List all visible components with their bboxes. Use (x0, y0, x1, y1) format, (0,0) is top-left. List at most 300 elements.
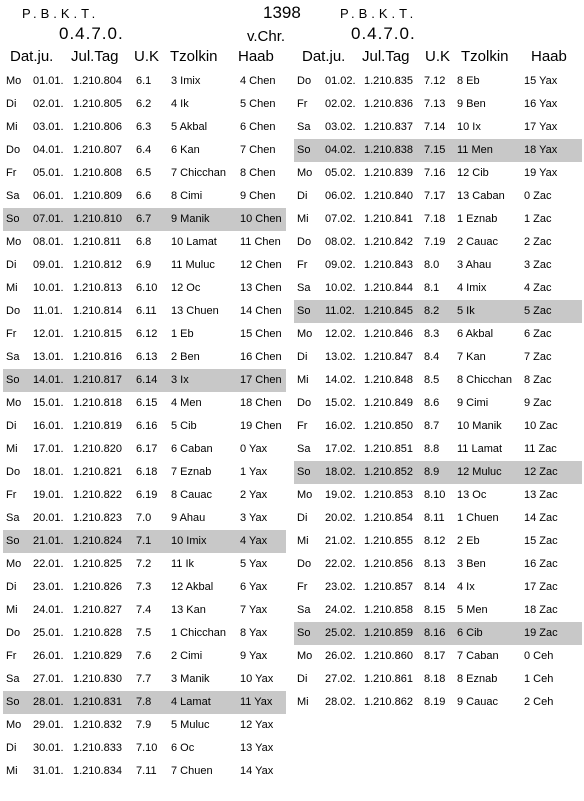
cell-tzolkin: 13 Chuen (171, 305, 219, 317)
table-row (294, 254, 582, 277)
cell-julian-day: 1.210.831 (73, 696, 122, 708)
cell-haab: 5 Zac (524, 305, 552, 317)
cell-tzolkin: 5 Men (457, 604, 488, 616)
cell-haab: 5 Chen (240, 98, 276, 110)
table-row (3, 116, 286, 139)
cell-weekday: Sa (6, 673, 20, 685)
cell-tzolkin: 3 Ix (171, 374, 189, 386)
cell-julian-day: 1.210.824 (73, 535, 122, 547)
cell-date: 30.01. (33, 742, 64, 754)
cell-julian-day: 1.210.842 (364, 236, 413, 248)
table-row (3, 760, 286, 783)
cell-uk: 8.10 (424, 489, 446, 501)
table-row (3, 70, 286, 93)
cell-weekday: So (297, 627, 311, 639)
cell-date: 24.01. (33, 604, 64, 616)
cell-date: 20.01. (33, 512, 64, 524)
cell-haab: 2 Zac (524, 236, 552, 248)
cell-tzolkin: 11 Muluc (171, 259, 215, 271)
cell-haab: 12 Yax (240, 719, 274, 731)
cell-date: 06.02. (325, 190, 356, 202)
cell-weekday: Di (6, 259, 17, 271)
cell-haab: 13 Chen (240, 282, 282, 294)
col-header-julian-day-2: Jul.Tag (362, 48, 410, 65)
cell-date: 25.01. (33, 627, 64, 639)
cell-date: 28.02. (325, 696, 356, 708)
cell-julian-day: 1.210.806 (73, 121, 122, 133)
table-row (294, 139, 582, 162)
cell-weekday: Do (6, 627, 21, 639)
cell-tzolkin: 12 Muluc (457, 466, 502, 478)
cell-julian-day: 1.210.825 (73, 558, 122, 570)
cell-uk: 6.11 (136, 305, 157, 317)
cell-weekday: Sa (6, 351, 20, 363)
table-row (294, 668, 582, 691)
cell-uk: 6.1 (136, 75, 152, 87)
january-table (3, 70, 286, 783)
cell-julian-day: 1.210.837 (364, 121, 413, 133)
table-row (3, 208, 286, 231)
cell-tzolkin: 7 Kan (457, 351, 486, 363)
table-row (3, 254, 286, 277)
table-row (3, 691, 286, 714)
cell-tzolkin: 11 Lamat (457, 443, 503, 455)
table-row (3, 139, 286, 162)
cell-tzolkin: 5 Ik (457, 305, 475, 317)
cell-julian-day: 1.210.807 (73, 144, 122, 156)
cell-date: 02.01. (33, 98, 64, 110)
cell-julian-day: 1.210.838 (364, 144, 413, 156)
cell-uk: 8.11 (424, 512, 445, 524)
cell-date: 08.02. (325, 236, 356, 248)
cell-haab: 9 Zac (524, 397, 552, 409)
col-header-haab: Haab (238, 48, 274, 65)
cell-tzolkin: 1 Chuen (457, 512, 499, 524)
cell-date: 10.01. (33, 282, 64, 294)
col-header-tzolkin: Tzolkin (170, 48, 218, 65)
cell-haab: 15 Chen (240, 328, 282, 340)
cell-tzolkin: 9 Cauac (457, 696, 498, 708)
cell-julian-day: 1.210.829 (73, 650, 122, 662)
cell-uk: 6.12 (136, 328, 158, 340)
cell-date: 12.01. (33, 328, 64, 340)
cell-uk: 8.4 (424, 351, 440, 363)
cell-julian-day: 1.210.809 (73, 190, 122, 202)
cell-date: 03.02. (325, 121, 356, 133)
cell-haab: 11 Chen (240, 236, 281, 248)
cell-haab: 4 Zac (524, 282, 552, 294)
table-row (3, 392, 286, 415)
table-row (3, 162, 286, 185)
cell-uk: 7.9 (136, 719, 152, 731)
cell-julian-day: 1.210.857 (364, 581, 413, 593)
cell-uk: 6.3 (136, 121, 152, 133)
table-row (294, 530, 582, 553)
cell-date: 18.01. (33, 466, 64, 478)
cell-weekday: Do (6, 144, 21, 156)
cell-haab: 17 Yax (524, 121, 558, 133)
cell-weekday: Fr (6, 489, 17, 501)
table-row (294, 346, 582, 369)
cell-julian-day: 1.210.844 (364, 282, 413, 294)
table-row (3, 369, 286, 392)
cell-julian-day: 1.210.805 (73, 98, 122, 110)
cell-haab: 7 Chen (240, 144, 276, 156)
cell-julian-day: 1.210.855 (364, 535, 413, 547)
table-row (3, 438, 286, 461)
cell-uk: 7.14 (424, 121, 446, 133)
cell-date: 27.01. (33, 673, 64, 685)
table-row (294, 461, 582, 484)
cell-haab: 18 Chen (240, 397, 282, 409)
cell-date: 22.01. (33, 558, 64, 570)
cell-haab: 0 Zac (524, 190, 552, 202)
cell-uk: 6.8 (136, 236, 152, 248)
cell-tzolkin: 12 Oc (171, 282, 201, 294)
cell-haab: 16 Yax (524, 98, 558, 110)
cell-date: 22.02. (325, 558, 356, 570)
cell-haab: 7 Zac (524, 351, 552, 363)
cell-haab: 9 Yax (240, 650, 268, 662)
cell-weekday: Fr (297, 98, 308, 110)
cell-julian-day: 1.210.858 (364, 604, 413, 616)
cell-weekday: Mo (6, 236, 22, 248)
cell-haab: 15 Yax (524, 75, 558, 87)
cell-haab: 17 Chen (240, 374, 282, 386)
cell-tzolkin: 13 Oc (457, 489, 487, 501)
cell-date: 19.01. (33, 489, 64, 501)
cell-tzolkin: 9 Ben (457, 98, 486, 110)
cell-tzolkin: 12 Akbal (171, 581, 214, 593)
cell-uk: 7.0 (136, 512, 152, 524)
cell-tzolkin: 3 Ahau (457, 259, 492, 271)
cell-weekday: Fr (6, 167, 17, 179)
cell-julian-day: 1.210.817 (73, 374, 122, 386)
cell-haab: 8 Chen (240, 167, 276, 179)
table-row (294, 93, 582, 116)
cell-date: 15.01. (33, 397, 64, 409)
cell-haab: 1 Ceh (524, 673, 554, 685)
cell-uk: 7.12 (424, 75, 446, 87)
cell-date: 11.02. (325, 305, 355, 317)
cell-julian-day: 1.210.813 (73, 282, 122, 294)
cell-date: 24.02. (325, 604, 356, 616)
cell-date: 03.01. (33, 121, 64, 133)
cell-julian-day: 1.210.821 (73, 466, 122, 478)
cell-uk: 6.10 (136, 282, 158, 294)
cell-uk: 6.7 (136, 213, 152, 225)
cell-weekday: Mi (297, 696, 309, 708)
table-row (294, 208, 582, 231)
cell-tzolkin: 8 Chicchan (457, 374, 513, 386)
cell-haab: 17 Zac (524, 581, 558, 593)
cell-haab: 6 Yax (240, 581, 268, 593)
cell-date: 17.02. (325, 443, 356, 455)
col-header-uk: U.K (134, 48, 160, 65)
cell-uk: 7.4 (136, 604, 152, 616)
cell-date: 23.01. (33, 581, 64, 593)
col-header-haab-2: Haab (531, 48, 567, 65)
cell-date: 11.01. (33, 305, 63, 317)
cell-date: 14.02. (325, 374, 356, 386)
cell-julian-day: 1.210.815 (73, 328, 122, 340)
cell-julian-day: 1.210.828 (73, 627, 122, 639)
cell-weekday: Mi (6, 443, 18, 455)
cell-weekday: Do (6, 305, 21, 317)
cell-uk: 8.3 (424, 328, 440, 340)
cell-weekday: Fr (297, 420, 308, 432)
cell-weekday: Di (6, 420, 17, 432)
cell-haab: 19 Chen (240, 420, 282, 432)
cell-date: 05.01. (33, 167, 64, 179)
cell-weekday: Mo (6, 719, 22, 731)
cell-tzolkin: 13 Caban (457, 190, 505, 202)
cell-julian-day: 1.210.840 (364, 190, 413, 202)
cell-haab: 2 Yax (240, 489, 268, 501)
cell-date: 07.02. (325, 213, 356, 225)
table-row (3, 484, 286, 507)
cell-weekday: Sa (6, 512, 20, 524)
cell-julian-day: 1.210.810 (73, 213, 122, 225)
cell-tzolkin: 6 Kan (171, 144, 200, 156)
cell-date: 13.02. (325, 351, 356, 363)
cell-tzolkin: 12 Cib (457, 167, 489, 179)
cell-uk: 8.12 (424, 535, 446, 547)
cell-tzolkin: 10 Imix (171, 535, 207, 547)
cell-date: 21.01. (33, 535, 64, 547)
cell-tzolkin: 7 Eznab (171, 466, 212, 478)
cell-uk: 6.9 (136, 259, 152, 271)
cell-uk: 7.10 (136, 742, 158, 754)
cell-weekday: Di (6, 581, 17, 593)
cell-julian-day: 1.210.811 (73, 236, 122, 248)
cell-julian-day: 1.210.823 (73, 512, 122, 524)
cell-haab: 16 Zac (524, 558, 558, 570)
table-row (3, 576, 286, 599)
table-row (3, 599, 286, 622)
cell-date: 07.01. (33, 213, 64, 225)
cell-date: 16.01. (33, 420, 64, 432)
cell-julian-day: 1.210.830 (73, 673, 122, 685)
year-title: 1398 (263, 3, 301, 22)
cell-haab: 0 Ceh (524, 650, 554, 662)
cell-julian-day: 1.210.826 (73, 581, 122, 593)
cell-tzolkin: 2 Cauac (457, 236, 498, 248)
cell-weekday: So (6, 696, 20, 708)
cell-tzolkin: 11 Ik (171, 558, 195, 570)
cell-weekday: Mi (297, 213, 309, 225)
cell-haab: 1 Yax (240, 466, 268, 478)
cell-uk: 8.18 (424, 673, 446, 685)
cell-tzolkin: 1 Eb (171, 328, 194, 340)
cell-date: 13.01. (33, 351, 64, 363)
cell-tzolkin: 3 Manik (171, 673, 210, 685)
table-row (294, 691, 582, 714)
cell-tzolkin: 4 Ik (171, 98, 189, 110)
cell-uk: 6.19 (136, 489, 158, 501)
cell-julian-day: 1.210.832 (73, 719, 122, 731)
cell-weekday: Sa (297, 443, 311, 455)
cell-julian-day: 1.210.814 (73, 305, 122, 317)
cell-haab: 12 Chen (240, 259, 282, 271)
cell-weekday: Di (6, 98, 17, 110)
cell-uk: 7.8 (136, 696, 152, 708)
cell-date: 28.01. (33, 696, 64, 708)
cell-uk: 7.18 (424, 213, 446, 225)
cell-weekday: Sa (297, 604, 311, 616)
table-row (294, 415, 582, 438)
table-row (3, 231, 286, 254)
cell-uk: 7.5 (136, 627, 152, 639)
table-row (3, 622, 286, 645)
table-row (294, 323, 582, 346)
cell-tzolkin: 4 Men (171, 397, 202, 409)
cell-uk: 6.13 (136, 351, 158, 363)
cell-haab: 10 Zac (524, 420, 558, 432)
cell-julian-day: 1.210.804 (73, 75, 122, 87)
table-row (3, 714, 286, 737)
cell-julian-day: 1.210.860 (364, 650, 413, 662)
cell-tzolkin: 4 Imix (457, 282, 487, 294)
cell-tzolkin: 2 Cimi (171, 650, 203, 662)
cell-julian-day: 1.210.835 (364, 75, 413, 87)
table-row (3, 323, 286, 346)
cell-uk: 8.0 (424, 259, 440, 271)
cell-weekday: Mo (297, 650, 313, 662)
cell-weekday: Mi (297, 374, 309, 386)
cell-haab: 13 Yax (240, 742, 274, 754)
cell-tzolkin: 10 Ix (457, 121, 481, 133)
cell-weekday: Mi (6, 604, 18, 616)
cell-julian-day: 1.210.818 (73, 397, 122, 409)
cell-julian-day: 1.210.816 (73, 351, 122, 363)
cell-uk: 8.2 (424, 305, 440, 317)
cell-tzolkin: 5 Cib (171, 420, 197, 432)
table-row (294, 116, 582, 139)
cell-tzolkin: 1 Eznab (457, 213, 498, 225)
table-row (294, 507, 582, 530)
table-row (294, 392, 582, 415)
cell-tzolkin: 11 Men (457, 144, 493, 156)
cell-julian-day: 1.210.852 (364, 466, 413, 478)
cell-weekday: Mi (297, 535, 309, 547)
table-row (294, 622, 582, 645)
cell-haab: 14 Chen (240, 305, 282, 317)
cell-date: 09.02. (325, 259, 356, 271)
table-row (3, 300, 286, 323)
cell-haab: 6 Chen (240, 121, 276, 133)
cell-weekday: So (6, 374, 20, 386)
cell-date: 01.01. (33, 75, 64, 87)
cell-weekday: Di (297, 190, 308, 202)
cell-tzolkin: 9 Manik (171, 213, 210, 225)
cell-weekday: Di (297, 351, 308, 363)
cell-uk: 7.1 (136, 535, 152, 547)
table-row (3, 93, 286, 116)
cell-date: 21.02. (325, 535, 356, 547)
table-row (3, 668, 286, 691)
cell-tzolkin: 8 Eb (457, 75, 480, 87)
cell-tzolkin: 8 Cimi (171, 190, 203, 202)
cell-tzolkin: 3 Ben (457, 558, 486, 570)
cell-tzolkin: 9 Cimi (457, 397, 489, 409)
cell-date: 27.02. (325, 673, 356, 685)
cell-haab: 18 Zac (524, 604, 558, 616)
cell-uk: 7.16 (424, 167, 446, 179)
cell-weekday: So (6, 213, 20, 225)
cell-uk: 8.8 (424, 443, 440, 455)
cell-weekday: Mo (297, 167, 313, 179)
cell-uk: 8.19 (424, 696, 446, 708)
cell-weekday: Sa (297, 121, 311, 133)
cell-haab: 19 Yax (524, 167, 558, 179)
table-row (3, 507, 286, 530)
cell-haab: 5 Yax (240, 558, 268, 570)
cell-tzolkin: 8 Eznab (457, 673, 498, 685)
cell-date: 02.02. (325, 98, 356, 110)
cell-tzolkin: 6 Oc (171, 742, 195, 754)
table-row (294, 70, 582, 93)
cell-haab: 4 Yax (240, 535, 268, 547)
cell-tzolkin: 6 Caban (171, 443, 213, 455)
left-pbkt-label: P.B.K.T. (22, 6, 100, 21)
cell-uk: 6.18 (136, 466, 158, 478)
cell-uk: 8.6 (424, 397, 440, 409)
cell-haab: 16 Chen (240, 351, 282, 363)
cell-haab: 10 Yax (240, 673, 274, 685)
cell-date: 26.01. (33, 650, 64, 662)
cell-date: 25.02. (325, 627, 356, 639)
cell-julian-day: 1.210.839 (364, 167, 413, 179)
cell-julian-day: 1.210.848 (364, 374, 413, 386)
cell-uk: 7.19 (424, 236, 446, 248)
cell-julian-day: 1.210.841 (364, 213, 413, 225)
cell-date: 20.02. (325, 512, 356, 524)
cell-weekday: Do (297, 236, 312, 248)
table-row (3, 737, 286, 760)
cell-uk: 6.6 (136, 190, 152, 202)
cell-date: 23.02. (325, 581, 356, 593)
table-row (3, 645, 286, 668)
cell-haab: 2 Ceh (524, 696, 554, 708)
cell-date: 15.02. (325, 397, 356, 409)
cell-tzolkin: 2 Eb (457, 535, 480, 547)
cell-tzolkin: 7 Chuen (171, 765, 213, 777)
cell-weekday: So (297, 466, 311, 478)
cell-uk: 8.7 (424, 420, 440, 432)
cell-tzolkin: 10 Manik (457, 420, 502, 432)
february-table (294, 70, 582, 714)
cell-uk: 8.16 (424, 627, 446, 639)
cell-tzolkin: 9 Ahau (171, 512, 206, 524)
cell-tzolkin: 1 Chicchan (171, 627, 227, 639)
cell-date: 04.02. (325, 144, 356, 156)
cell-tzolkin: 3 Imix (171, 75, 201, 87)
cell-tzolkin: 2 Ben (171, 351, 200, 363)
table-row (294, 185, 582, 208)
cell-uk: 6.15 (136, 397, 158, 409)
cell-julian-day: 1.210.834 (73, 765, 122, 777)
cell-uk: 6.2 (136, 98, 152, 110)
table-row (294, 300, 582, 323)
cell-date: 08.01. (33, 236, 64, 248)
cell-weekday: Mi (6, 765, 18, 777)
cell-haab: 14 Zac (524, 512, 558, 524)
right-pbkt-label: P.B.K.T. (340, 6, 418, 21)
cell-haab: 3 Yax (240, 512, 268, 524)
cell-haab: 0 Yax (240, 443, 268, 455)
table-row (294, 438, 582, 461)
